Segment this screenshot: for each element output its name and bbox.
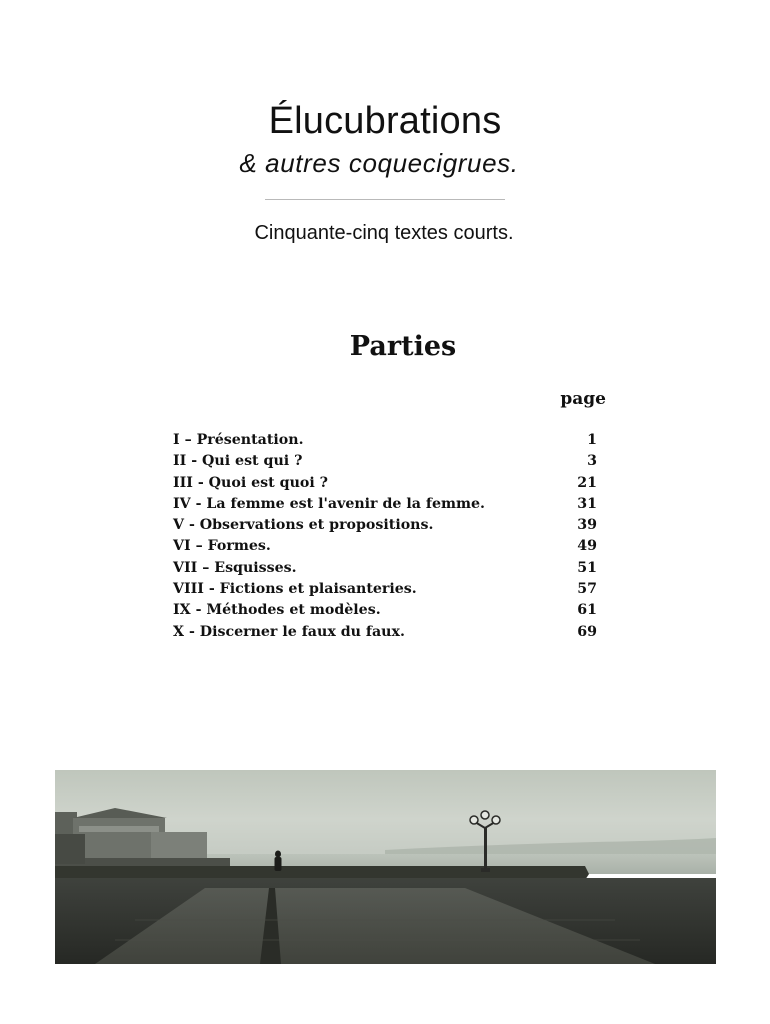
toc-entry-page: 3 xyxy=(587,453,597,470)
toc-entry-label: II - Qui est qui ? xyxy=(173,453,303,470)
toc-entry[interactable] xyxy=(173,558,603,579)
toc-entry[interactable] xyxy=(173,430,603,451)
toc-entry-page: 1 xyxy=(587,432,597,448)
toc-entry-page: 61 xyxy=(577,602,597,619)
toc-entry-label: I – Présentation. xyxy=(173,432,304,448)
toc-heading: Parties xyxy=(349,331,457,362)
toc-entry[interactable] xyxy=(173,515,603,536)
toc-entry-label: V - Observations et propositions. xyxy=(173,517,434,534)
toc-entry[interactable] xyxy=(173,579,603,600)
document-subtitle: & autres coquecigrues. xyxy=(239,148,519,178)
toc-entry-page: 51 xyxy=(577,559,597,576)
toc-entry[interactable] xyxy=(173,473,603,494)
toc-entry[interactable] xyxy=(173,451,603,472)
toc-entry-label: VII – Esquisses. xyxy=(173,559,297,576)
toc-entry-page: 49 xyxy=(577,538,597,555)
toc-entry-label: IV - La femme est l'avenir de la femme. xyxy=(173,495,485,512)
toc-entry-page: 69 xyxy=(577,623,597,640)
document-tagline: Cinquante-cinq textes courts. xyxy=(254,222,514,244)
photo-illustration xyxy=(55,770,716,964)
toc-entry[interactable] xyxy=(173,600,603,621)
toc-entry-label: III - Quoi est quoi ? xyxy=(173,474,328,491)
toc-page-column-label: page xyxy=(560,389,606,409)
table-of-contents xyxy=(173,430,603,643)
toc-entry-label: VIII - Fictions et plaisanteries. xyxy=(173,581,417,598)
toc-entry[interactable] xyxy=(173,536,603,557)
lone-figure xyxy=(275,851,282,872)
toc-entry-page: 31 xyxy=(577,495,597,512)
foggy-waterfront-photo xyxy=(55,770,716,964)
toc-entry-page: 39 xyxy=(577,517,597,534)
toc-entry-page: 21 xyxy=(577,474,597,491)
toc-entry[interactable] xyxy=(173,494,603,515)
toc-entry-label: X - Discerner le faux du faux. xyxy=(173,623,405,640)
toc-entry-page: 57 xyxy=(577,581,597,598)
toc-entry-label: VI – Formes. xyxy=(173,538,271,555)
document-title: Élucubrations xyxy=(268,100,502,142)
toc-entry-label: IX - Méthodes et modèles. xyxy=(173,602,381,619)
toc-entry[interactable] xyxy=(173,622,603,643)
title-divider xyxy=(265,199,505,200)
